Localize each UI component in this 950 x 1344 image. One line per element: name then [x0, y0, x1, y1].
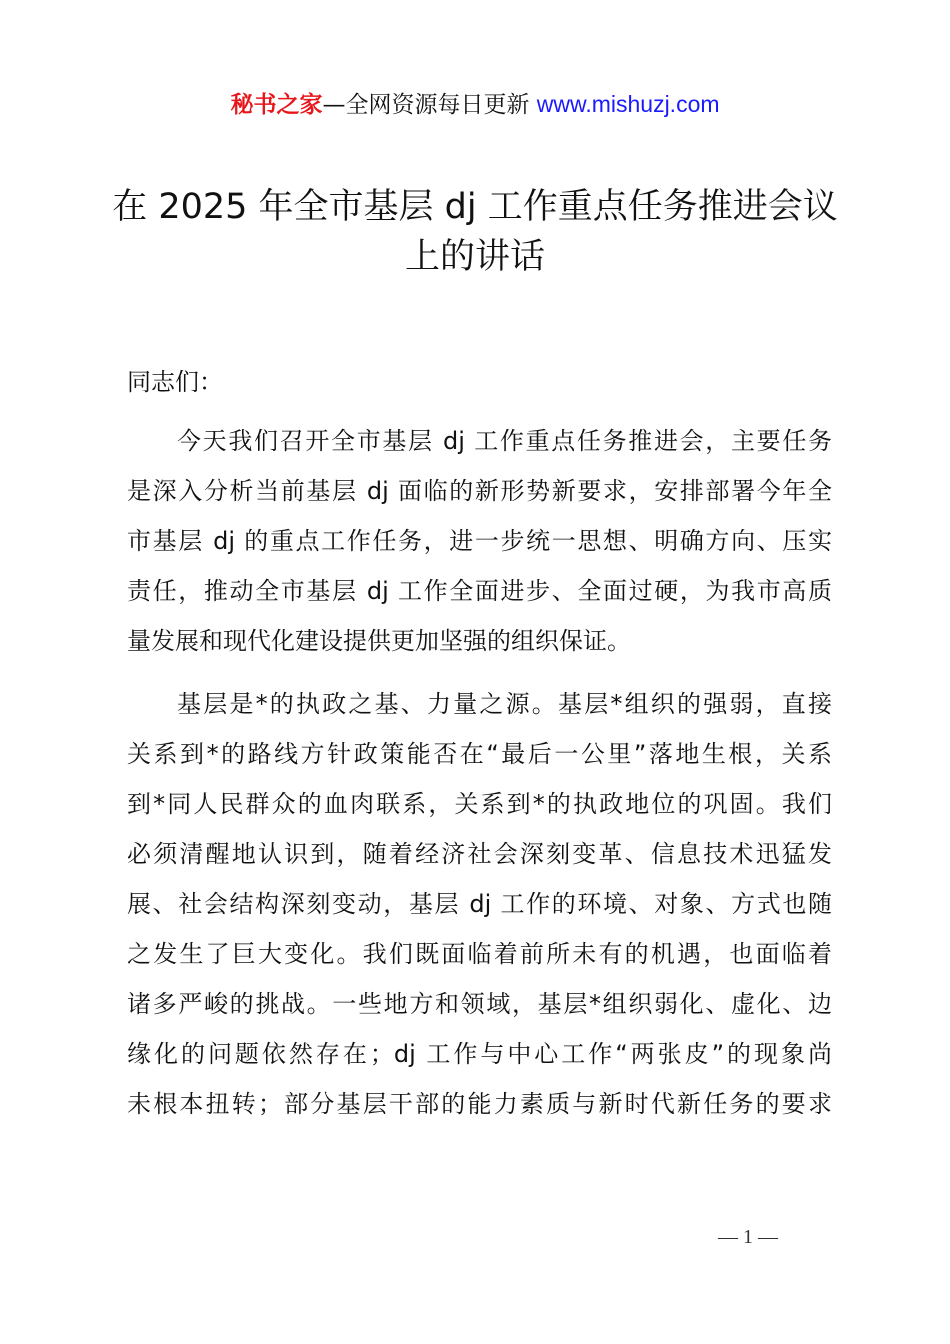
text-line: 市基层 dj 的重点工作任务，进一步统一思想、明确方向、压实: [127, 527, 832, 555]
text-line: 必须清醒地认识到，随着经济社会深刻变革、信息技术迅猛发: [127, 840, 832, 868]
text-line: 今天我们召开全市基层 dj 工作重点任务推进会，主要任务: [177, 427, 832, 455]
text-line: 诸多严峻的挑战。一些地方和领域，基层*组织弱化、虚化、边: [127, 990, 832, 1018]
text-line: 缘化的问题依然存在；dj 工作与中心工作“两张皮”的现象尚: [127, 1040, 832, 1068]
brand-name: 秘书之家: [230, 92, 323, 118]
site-banner: [0, 86, 950, 119]
banner-tagline: —全网资源每日更新: [322, 92, 537, 118]
text-line: 展、社会结构深刻变动，基层 dj 工作的环境、对象、方式也随: [127, 890, 832, 918]
paragraph-2: [127, 686, 832, 1136]
text-line: 责任，推动全市基层 dj 工作全面进步、全面过硬，为我市高质: [127, 577, 832, 605]
title-line: 上的讲话: [404, 237, 545, 277]
title-line: 在 2025 年全市基层 dj 工作重点任务推进会议: [112, 187, 838, 227]
text-line: 关系到*的路线方针政策能否在“最后一公里”落地生根，关系: [127, 740, 832, 768]
paragraph-1: [127, 423, 832, 673]
greeting: 同志们：: [127, 368, 223, 396]
banner-url[interactable]: www.mishuzj.com: [536, 91, 720, 117]
text-line: 到*同人民群众的血肉联系，关系到*的执政地位的巩固。我们: [127, 790, 832, 818]
document-title: [110, 182, 840, 282]
text-line: 之发生了巨大变化。我们既面临着前所未有的机遇，也面临着: [127, 940, 832, 968]
text-line: 基层是*的执政之基、力量之源。基层*组织的强弱，直接: [177, 690, 832, 718]
text-line: 未根本扭转；部分基层干部的能力素质与新时代新任务的要求: [127, 1090, 832, 1118]
page-number: — 1 —: [718, 1226, 778, 1248]
text-line: 量发展和现代化建设提供更加坚强的组织保证。: [127, 627, 631, 655]
text-line: 是深入分析当前基层 dj 面临的新形势新要求，安排部署今年全: [127, 477, 832, 505]
